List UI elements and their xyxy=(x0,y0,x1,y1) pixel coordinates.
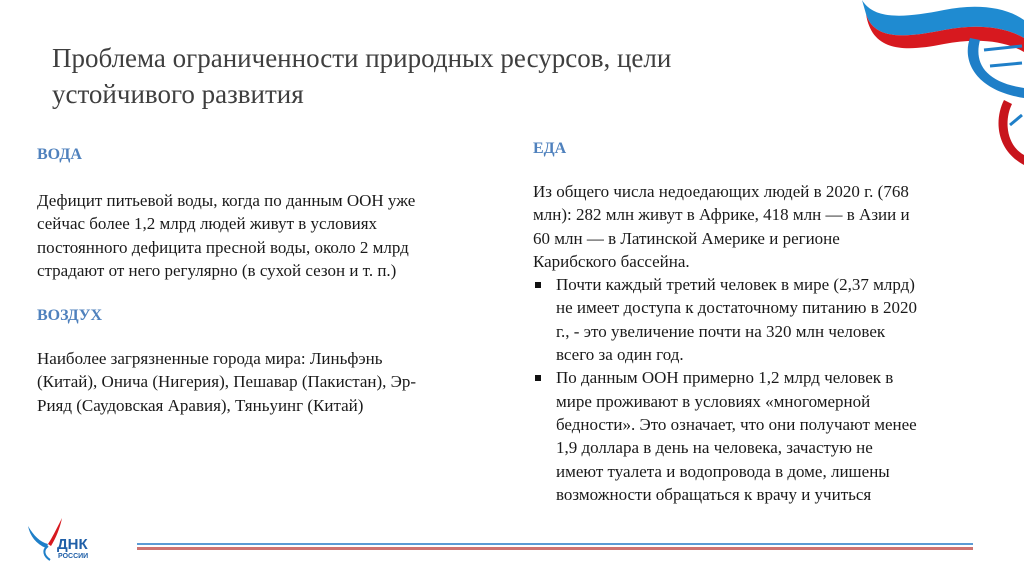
text-line: страдают от него регулярно (в сухой сезон и т. п.) xyxy=(37,260,397,280)
air-text xyxy=(37,347,416,417)
text-line: не имеет доступа к достаточному питанию в 2020 xyxy=(556,298,918,318)
bullet-item xyxy=(533,273,917,366)
slide-title xyxy=(52,40,671,112)
title-line: устойчивого развития xyxy=(52,79,304,109)
text-line: всего за один год. xyxy=(556,345,684,365)
text-line: сейчас более 1,2 млрд людей живут в условиях xyxy=(37,214,378,234)
text-line: (Китай), Онича (Нигерия), Пешавар (Пакистан), Эр- xyxy=(37,372,417,392)
text-line: млн): 282 млн живут в Африке, 418 млн — в Азии и xyxy=(533,205,910,225)
footer-divider-red xyxy=(137,547,973,550)
text-line: г., - это увеличение почти на 320 млн человек xyxy=(556,321,886,341)
text-line: бедности». Это означает, что они получают менее xyxy=(556,414,917,434)
title-line: Проблема ограниченности природных ресурсов, цели xyxy=(52,43,672,73)
bullet-item xyxy=(533,366,917,506)
logo-text: ДНК xyxy=(57,536,88,553)
text-line: Рияд (Саудовская Аравия), Тяньуинг (Китай) xyxy=(37,395,364,415)
text-line: Карибского бассейна. xyxy=(533,251,690,271)
dna-ribbon-decoration xyxy=(844,0,1024,170)
dnk-logo xyxy=(26,516,116,566)
air-heading: ВОЗДУХ xyxy=(37,307,103,324)
footer-divider-blue xyxy=(137,543,973,545)
logo-subtext: РОССИИ xyxy=(58,553,89,560)
text-line: мире проживают в условиях «многомерной xyxy=(556,391,871,411)
text-line: 1,9 доллара в день на человека, зачастую не xyxy=(556,438,873,458)
water-heading: ВОДА xyxy=(37,146,82,163)
text-line: Дефицит питьевой воды, когда по данным ООН уже xyxy=(37,191,416,210)
water-text xyxy=(37,189,415,282)
food-heading: ЕДА xyxy=(533,140,567,157)
text-line: 60 млн — в Латинской Америке и регионе xyxy=(533,228,840,248)
text-line: Почти каждый третий человек в мире (2,37 млрд) xyxy=(556,275,915,295)
text-line: имеют туалета и водопровода в доме, лишены xyxy=(556,461,890,481)
text-line: Наиболее загрязненные города мира: Линьфэнь xyxy=(37,349,383,368)
text-line: Из общего числа недоедающих людей в 2020 г. (768 xyxy=(533,182,909,201)
bullet-square-icon xyxy=(535,282,541,288)
food-text xyxy=(533,180,917,506)
text-line: По данным ООН примерно 1,2 млрд человек в xyxy=(556,368,894,388)
text-line: постоянного дефицита пресной воды, около 2 млрд xyxy=(37,237,409,257)
bullet-square-icon xyxy=(535,375,541,381)
text-line: возможности обращаться к врачу и учиться xyxy=(556,484,872,504)
